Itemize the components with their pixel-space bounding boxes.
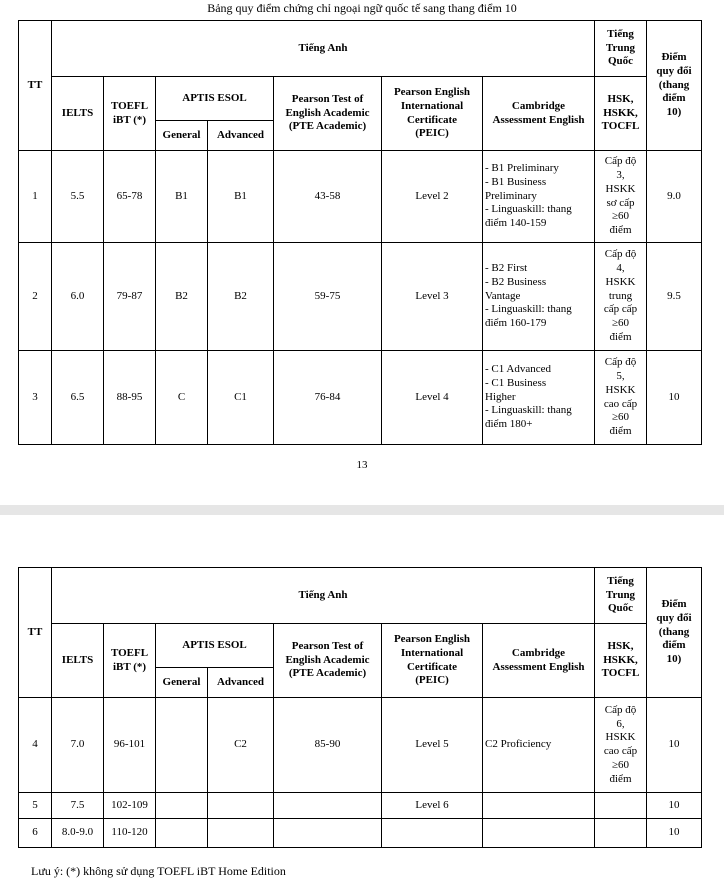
- header-aptis: APTIS ESOL: [156, 77, 274, 121]
- row-cambridge: [483, 819, 595, 848]
- page-title: Bảng quy điểm chứng chỉ ngoại ngữ quốc tế sang thang điểm 10: [207, 1, 517, 15]
- header-aptis: APTIS ESOL: [156, 624, 274, 668]
- row-tt: 3: [19, 351, 52, 445]
- row-cambridge: [483, 793, 595, 819]
- header-hsk: HSK, HSKK, TOCFL: [595, 624, 647, 698]
- header-tt: TT: [19, 21, 52, 151]
- row-cambridge: - B1 Preliminary - B1 Business Preliminary - Linguaskill: thang điểm 140-159: [483, 151, 595, 243]
- row-hsk: Cấp độ 4, HSKK trung cấp cấp ≥60 điểm: [595, 243, 647, 351]
- row-toefl: 79-87: [104, 243, 156, 351]
- row-cambridge: - C1 Advanced - C1 Business Higher - Linguaskill: thang điểm 180+: [483, 351, 595, 445]
- table-row: [19, 243, 702, 351]
- row-aptis-advanced: B2: [208, 243, 274, 351]
- row-tt: 1: [19, 151, 52, 243]
- row-peic: Level 2: [382, 151, 483, 243]
- page-number: 13: [356, 459, 368, 471]
- row-cambridge: C2 Proficiency: [483, 698, 595, 793]
- header-score: Điểm quy đổi (thang điểm 10): [647, 21, 702, 151]
- table-row: [19, 793, 702, 819]
- row-pte: 76-84: [274, 351, 382, 445]
- header-ielts: IELTS: [52, 77, 104, 151]
- row-aptis-general: [156, 819, 208, 848]
- row-toefl: 88-95: [104, 351, 156, 445]
- row-aptis-advanced: [208, 819, 274, 848]
- row-aptis-general: C: [156, 351, 208, 445]
- row-hsk: Cấp độ 3, HSKK sơ cấp ≥60 điểm: [595, 151, 647, 243]
- header-english: Tiếng Anh: [52, 568, 595, 624]
- row-ielts: 7.5: [52, 793, 104, 819]
- header-toefl: TOEFL iBT (*): [104, 77, 156, 151]
- conversion-table-page-2: [18, 567, 702, 848]
- row-hsk: [595, 793, 647, 819]
- row-score: 9.0: [647, 151, 702, 243]
- table-row: [19, 698, 702, 793]
- conversion-table-page-1: [18, 20, 702, 445]
- row-pte: 43-58: [274, 151, 382, 243]
- row-peic: Level 3: [382, 243, 483, 351]
- row-aptis-general: [156, 793, 208, 819]
- row-tt: 5: [19, 793, 52, 819]
- row-hsk: [595, 819, 647, 848]
- row-pte: 85-90: [274, 698, 382, 793]
- row-pte: 59-75: [274, 243, 382, 351]
- header-score: Điểm quy đổi (thang điểm 10): [647, 568, 702, 698]
- row-peic: Level 6: [382, 793, 483, 819]
- row-ielts: 6.5: [52, 351, 104, 445]
- page-2: [0, 515, 724, 882]
- table-row: [19, 819, 702, 848]
- header-general: General: [156, 668, 208, 698]
- header-pte: Pearson Test of English Academic (PTE Academic): [274, 77, 382, 151]
- header-chinese: Tiếng Trung Quốc: [595, 21, 647, 77]
- row-aptis-advanced: [208, 793, 274, 819]
- row-score: 10: [647, 351, 702, 445]
- row-peic: Level 5: [382, 698, 483, 793]
- row-aptis-general: B1: [156, 151, 208, 243]
- header-hsk: HSK, HSKK, TOCFL: [595, 77, 647, 151]
- row-ielts: 8.0-9.0: [52, 819, 104, 848]
- table-row: [19, 151, 702, 243]
- row-ielts: 6.0: [52, 243, 104, 351]
- header-general: General: [156, 121, 208, 151]
- row-toefl: 65-78: [104, 151, 156, 243]
- row-toefl: 102-109: [104, 793, 156, 819]
- row-aptis-advanced: C2: [208, 698, 274, 793]
- row-hsk: Cấp độ 5, HSKK cao cấp ≥60 điểm: [595, 351, 647, 445]
- table-row: [19, 351, 702, 445]
- row-score: 10: [647, 819, 702, 848]
- header-ielts: IELTS: [52, 624, 104, 698]
- row-score: 10: [647, 698, 702, 793]
- header-cambridge: Cambridge Assessment English: [483, 77, 595, 151]
- header-peic: Pearson English International Certificate (PEIC): [382, 77, 483, 151]
- row-peic: [382, 819, 483, 848]
- header-chinese: Tiếng Trung Quốc: [595, 568, 647, 624]
- header-tt: TT: [19, 568, 52, 698]
- row-score: 9.5: [647, 243, 702, 351]
- row-tt: 6: [19, 819, 52, 848]
- row-aptis-advanced: B1: [208, 151, 274, 243]
- row-aptis-general: [156, 698, 208, 793]
- row-aptis-advanced: C1: [208, 351, 274, 445]
- row-peic: Level 4: [382, 351, 483, 445]
- row-toefl: 96-101: [104, 698, 156, 793]
- header-advanced: Advanced: [208, 668, 274, 698]
- row-score: 10: [647, 793, 702, 819]
- row-ielts: 5.5: [52, 151, 104, 243]
- header-peic: Pearson English International Certificate (PEIC): [382, 624, 483, 698]
- header-toefl: TOEFL iBT (*): [104, 624, 156, 698]
- row-pte: [274, 793, 382, 819]
- header-advanced: Advanced: [208, 121, 274, 151]
- row-aptis-general: B2: [156, 243, 208, 351]
- row-tt: 2: [19, 243, 52, 351]
- header-cambridge: Cambridge Assessment English: [483, 624, 595, 698]
- page-separator: [0, 505, 724, 515]
- row-tt: 4: [19, 698, 52, 793]
- row-pte: [274, 819, 382, 848]
- header-english: Tiếng Anh: [52, 21, 595, 77]
- row-ielts: 7.0: [52, 698, 104, 793]
- header-pte: Pearson Test of English Academic (PTE Academic): [274, 624, 382, 698]
- row-cambridge: - B2 First - B2 Business Vantage - Linguaskill: thang điểm 160-179: [483, 243, 595, 351]
- row-toefl: 110-120: [104, 819, 156, 848]
- row-hsk: Cấp độ 6, HSKK cao cấp ≥60 điểm: [595, 698, 647, 793]
- footnote: Lưu ý: (*) không sử dụng TOEFL iBT Home Edition: [31, 864, 286, 878]
